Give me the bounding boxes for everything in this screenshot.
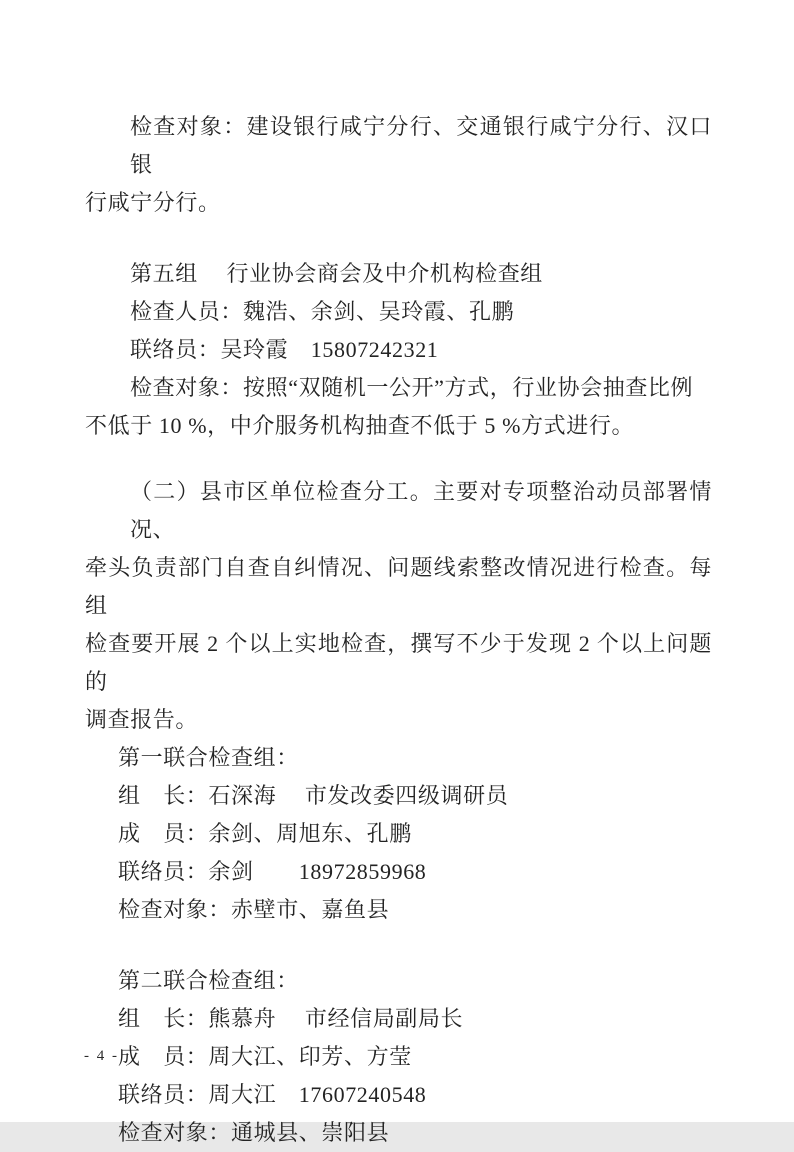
group5-objects-cont: 不低于 10 %，中介服务机构抽查不低于 5 %方式进行。 xyxy=(85,413,635,438)
joint-group1-heading: 第一联合检查组： xyxy=(118,745,299,770)
joint-group1-members: 成 员：余剑、周旭东、孔鹏 xyxy=(118,821,412,846)
para-county-division xyxy=(85,473,712,739)
county-division-line: 牵头负责部门自查自纠情况、问题线索整改情况进行检查。每组 xyxy=(85,555,712,618)
section-group5 xyxy=(85,255,712,445)
text-line-inspection-objects: 检查对象：建设银行咸宁分行、交通银行咸宁分行、汉口银 xyxy=(130,114,712,177)
joint-group2-members: 成 员：周大江、印芳、方莹 xyxy=(118,1044,412,1069)
joint-group2-leader: 组 长：熊慕舟 市经信局副局长 xyxy=(118,1006,464,1031)
joint-group1-objects: 检查对象：赤壁市、嘉鱼县 xyxy=(118,897,390,922)
text-line-inspection-objects-cont: 行咸宁分行。 xyxy=(85,190,221,215)
joint-group2-objects: 检查对象：通城县、崇阳县 xyxy=(118,1120,390,1145)
section-joint-group2 xyxy=(85,962,712,1152)
joint-group2-liaison: 联络员：周大江 17607240548 xyxy=(118,1082,427,1107)
group5-personnel: 检查人员：魏浩、余剑、吴玲霞、孔鹏 xyxy=(130,299,515,324)
county-division-line: 检查要开展 2 个以上实地检查，撰写不少于发现 2 个以上问题的 xyxy=(85,631,712,694)
blank-gap xyxy=(85,929,712,962)
joint-group1-leader: 组 长：石深海 市发改委四级调研员 xyxy=(118,783,509,808)
group5-liaison: 联络员：吴玲霞 15807242321 xyxy=(130,337,439,362)
para-inspection-objects-banks xyxy=(85,108,712,222)
group5-objects: 检查对象：按照“双随机一公开”方式，行业协会抽查比例 xyxy=(130,375,694,400)
county-division-line: 调查报告。 xyxy=(85,707,199,732)
document-content xyxy=(85,108,712,1152)
page-number: - 4 - xyxy=(84,1048,119,1064)
joint-group2-heading: 第二联合检查组： xyxy=(118,968,299,993)
blank-gap xyxy=(85,445,712,473)
section-joint-group1 xyxy=(85,739,712,929)
group5-heading: 第五组 行业协会商会及中介机构检查组 xyxy=(130,261,543,286)
joint-group1-liaison: 联络员：余剑 18972859968 xyxy=(118,859,427,884)
blank-gap xyxy=(85,222,712,255)
county-division-line: （二）县市区单位检查分工。主要对专项整治动员部署情况、 xyxy=(130,479,712,542)
